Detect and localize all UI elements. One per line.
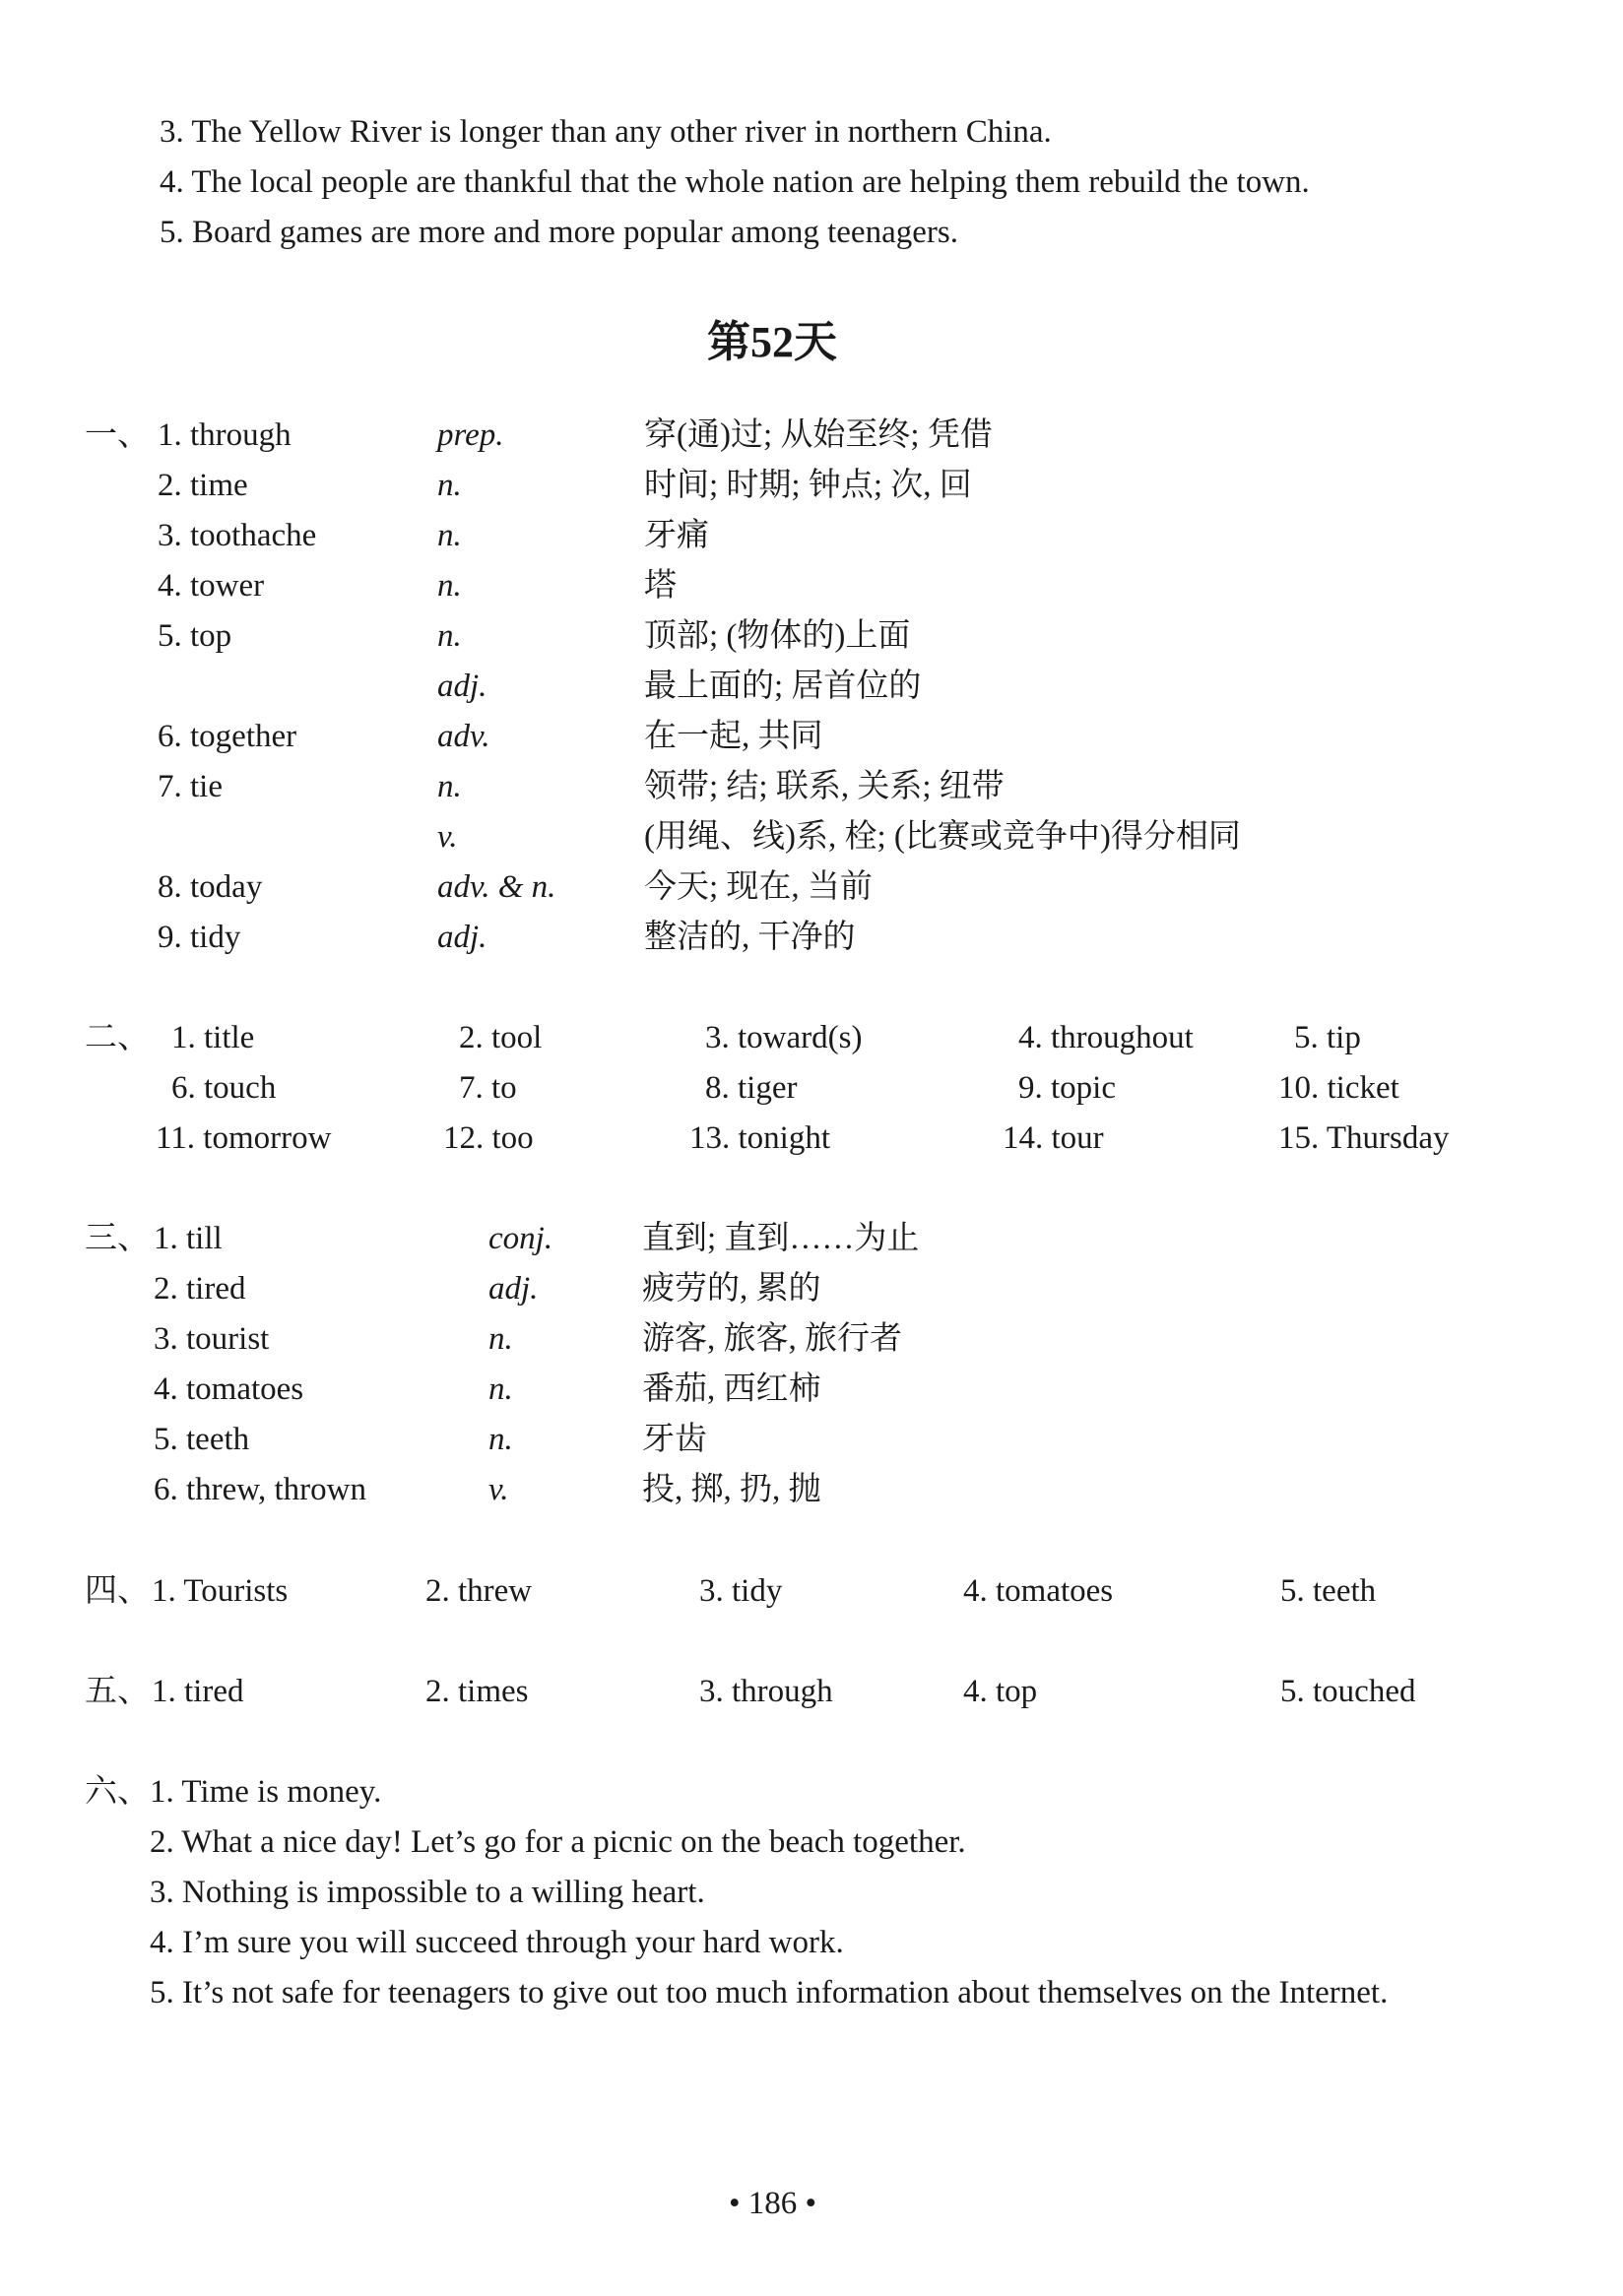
sec1-row	[0, 470, 1623, 509]
sec1-row	[0, 721, 1623, 760]
sec3-row	[0, 1373, 1623, 1413]
sec1-row	[0, 771, 1623, 810]
sec5-item: 1. tired	[152, 1674, 244, 1709]
intro-sentence-3: 3. The Yellow River is longer than any other river in northern China.	[160, 114, 1052, 150]
sec1-row	[0, 419, 1623, 459]
sec2-item: 1. title	[171, 1020, 255, 1055]
intro-sentence-5: 5. Board games are more and more popular among teenagers.	[160, 215, 958, 250]
sec1-word: 5. top	[158, 618, 232, 654]
sec1-word: 4. tower	[158, 568, 265, 604]
sec2-item: 11. tomorrow	[156, 1120, 332, 1156]
sec6-sentence: 5. It’s not safe for teenagers to give out too much information about themselves on the Internet.	[150, 1975, 1389, 2010]
sec6-sentence: 3. Nothing is impossible to a willing heart.	[150, 1875, 705, 1910]
sec3-word: 3. tourist	[154, 1321, 270, 1357]
sec1-pos: adv.	[437, 719, 490, 754]
section-3-label: 三、	[85, 1221, 150, 1256]
sec3-pos: n.	[488, 1422, 513, 1457]
sec5-item: 3. through	[699, 1674, 833, 1709]
sec4-item: 1. Tourists	[152, 1573, 289, 1609]
sec3-row	[0, 1474, 1623, 1513]
sec1-meaning: 最上面的; 居首位的	[644, 669, 922, 704]
sec3-pos: v.	[488, 1472, 509, 1507]
sec4-row	[0, 1575, 1623, 1615]
sec1-pos: n.	[437, 518, 462, 553]
sec4-item: 3. tidy	[699, 1573, 783, 1609]
sec1-meaning: 整洁的, 干净的	[644, 920, 856, 955]
sec1-word: 3. toothache	[158, 518, 317, 553]
sec5-item: 2. times	[425, 1674, 529, 1709]
sec1-row	[0, 620, 1623, 660]
sec2-item: 14. tour	[1003, 1120, 1104, 1156]
sec3-word: 1. till	[154, 1221, 223, 1256]
sec3-row	[0, 1424, 1623, 1463]
sec2-row	[0, 1072, 1623, 1112]
sec1-row	[0, 520, 1623, 559]
sec3-meaning: 投, 掷, 扔, 抛	[642, 1472, 821, 1507]
sec1-row	[0, 821, 1623, 861]
sec5-item: 4. top	[963, 1674, 1038, 1709]
sec2-item: 5. tip	[1294, 1020, 1361, 1055]
sec1-row	[0, 570, 1623, 609]
sec2-item: 8. tiger	[705, 1070, 798, 1106]
sec1-meaning: 顶部; (物体的)上面	[644, 618, 911, 654]
sec1-meaning: 今天; 现在, 当前	[644, 869, 873, 905]
sec1-meaning: 塔	[644, 568, 677, 604]
day-title: 第52天	[707, 318, 837, 366]
sec6-sentence: 2. What a nice day! Let’s go for a picnic on the beach together.	[150, 1824, 966, 1860]
sec1-word: 9. tidy	[158, 920, 241, 955]
section-6-label: 六、	[85, 1774, 150, 1810]
sec1-pos: adv. & n.	[437, 869, 556, 905]
sec3-pos: adj.	[488, 1271, 539, 1307]
sec2-item: 15. Thursday	[1278, 1120, 1450, 1156]
sec5-row	[0, 1676, 1623, 1715]
sec3-row	[0, 1323, 1623, 1363]
sec3-meaning: 番茄, 西红柿	[642, 1371, 821, 1407]
sec2-row	[0, 1022, 1623, 1061]
sec3-word: 6. threw, thrown	[154, 1472, 366, 1507]
sec1-pos: n.	[437, 769, 462, 804]
sec1-row	[0, 922, 1623, 961]
section-5-label: 五、	[85, 1674, 150, 1709]
sec2-item: 13. tonight	[689, 1120, 831, 1156]
sec5-item: 5. touched	[1280, 1674, 1416, 1709]
sec4-item: 5. teeth	[1280, 1573, 1377, 1609]
sec3-word: 4. tomatoes	[154, 1371, 304, 1407]
sec1-word: 2. time	[158, 468, 248, 503]
sec1-meaning: 在一起, 共同	[644, 719, 823, 754]
sec1-meaning: (用绳、线)系, 栓; (比赛或竞争中)得分相同	[644, 819, 1241, 855]
sec2-item: 6. touch	[171, 1070, 277, 1106]
sec3-pos: n.	[488, 1321, 513, 1357]
sec1-meaning: 穿(通)过; 从始至终; 凭借	[644, 417, 993, 453]
sec2-item: 9. topic	[1018, 1070, 1116, 1106]
sec2-item: 4. throughout	[1018, 1020, 1194, 1055]
page-number: • 186 •	[729, 2186, 817, 2221]
sec1-pos: n.	[437, 468, 462, 503]
sec2-item: 3. toward(s)	[705, 1020, 863, 1055]
sec3-pos: conj.	[488, 1221, 553, 1256]
sec2-item: 12. too	[443, 1120, 534, 1156]
sec6-sentence: 4. I’m sure you will succeed through your hard work.	[150, 1925, 844, 1960]
intro-sentence-4: 4. The local people are thankful that the whole nation are helping them rebuild the town.	[160, 164, 1310, 200]
sec1-pos: adj.	[437, 669, 487, 704]
sec1-word: 1. through	[158, 417, 292, 453]
sec1-pos: v.	[437, 819, 458, 855]
sec1-word: 6. together	[158, 719, 297, 754]
sec3-word: 5. teeth	[154, 1422, 250, 1457]
sec4-item: 4. tomatoes	[963, 1573, 1114, 1609]
sec1-row	[0, 871, 1623, 911]
sec3-pos: n.	[488, 1371, 513, 1407]
sec3-meaning: 游客, 旅客, 旅行者	[642, 1321, 902, 1357]
section-2-label: 二、	[85, 1020, 150, 1055]
sec2-row	[0, 1122, 1623, 1162]
sec3-row	[0, 1223, 1623, 1262]
sec2-item: 10. ticket	[1278, 1070, 1399, 1106]
section-1-label: 一、	[85, 417, 150, 453]
sec1-pos: prep.	[437, 417, 504, 453]
sec2-item: 2. tool	[459, 1020, 543, 1055]
sec1-meaning: 牙痛	[644, 518, 709, 553]
sec2-item: 7. to	[459, 1070, 517, 1106]
sec3-row	[0, 1273, 1623, 1312]
sec6-sentence: 1. Time is money.	[150, 1774, 382, 1810]
sec1-pos: n.	[437, 568, 462, 604]
sec3-meaning: 牙齿	[642, 1422, 707, 1457]
sec1-pos: n.	[437, 618, 462, 654]
section-4-label: 四、	[85, 1573, 150, 1609]
sec1-pos: adj.	[437, 920, 487, 955]
sec4-item: 2. threw	[425, 1573, 533, 1609]
sec3-meaning: 直到; 直到……为止	[642, 1221, 920, 1256]
sec1-word: 8. today	[158, 869, 263, 905]
sec1-word: 7. tie	[158, 769, 223, 804]
sec1-meaning: 时间; 时期; 钟点; 次, 回	[644, 468, 972, 503]
sec3-word: 2. tired	[154, 1271, 246, 1307]
sec1-row	[0, 670, 1623, 710]
sec1-meaning: 领带; 结; 联系, 关系; 纽带	[644, 769, 1005, 804]
sec3-meaning: 疲劳的, 累的	[642, 1271, 821, 1307]
